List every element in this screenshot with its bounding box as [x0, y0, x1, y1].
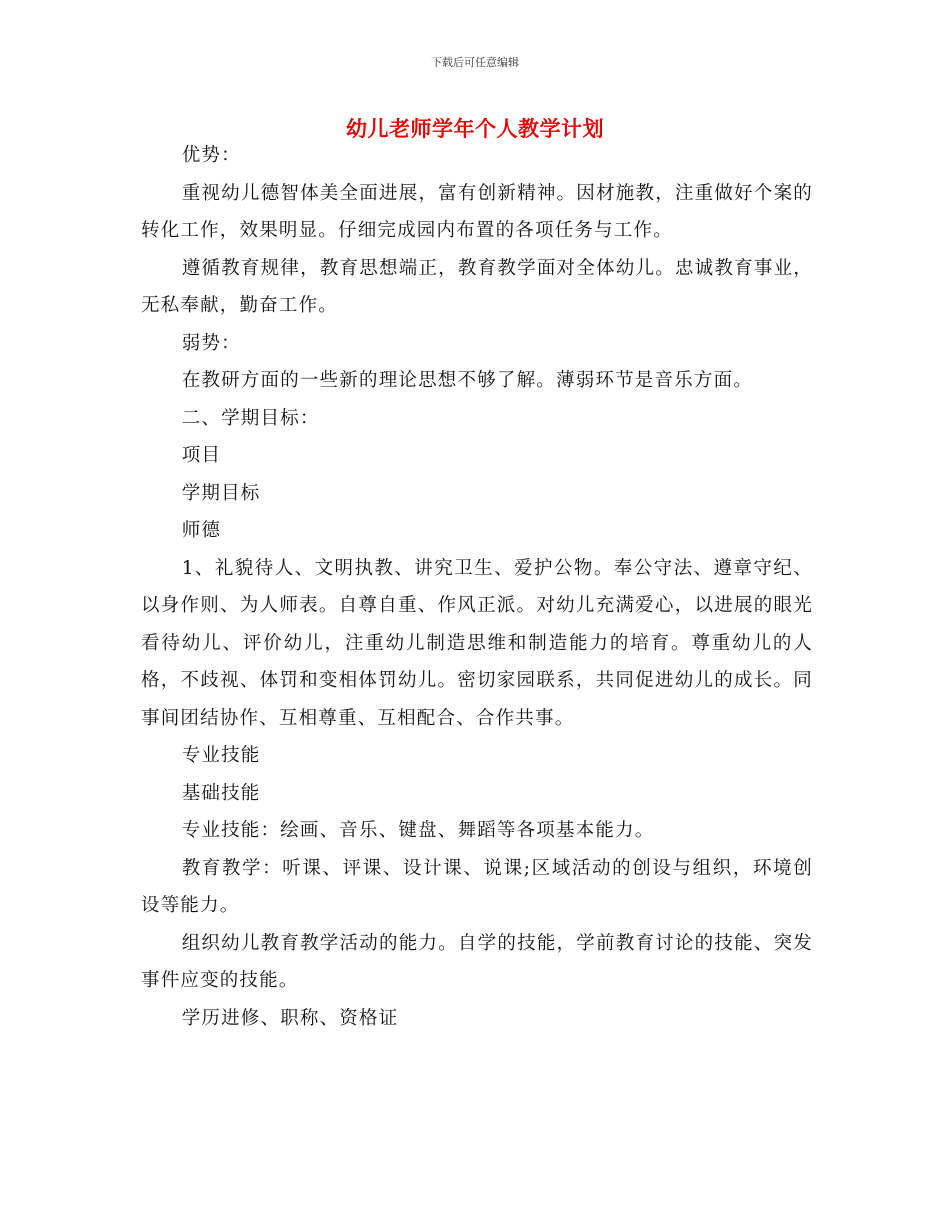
- paragraph-teacher-ethics: 师德: [181, 520, 222, 541]
- paragraph-teaching-detail: 教育教学：听课、评课、设计课、说课;区域活动的创设与组织，环境创设等能力。: [141, 857, 813, 916]
- document-title: 幼儿老师学年个人教学计划: [346, 117, 604, 141]
- paragraph-organization-detail: 组织幼儿教育教学活动的能力。自学的技能，学前教育讨论的技能、突发事件应变的技能。: [141, 932, 813, 991]
- document-body: [141, 137, 813, 1037]
- paragraph-basic-skills: 基础技能: [181, 782, 261, 804]
- paragraph-ethics-detail: 1、礼貌待人、文明执教、讲究卫生、爱护公物。奉公守法、遵章守纪、以身作则、为人师表。自尊自重、作风正派。对幼儿充满爱心，以进展的眼光看待幼儿、评价幼儿，注重幼儿制造思维和制造能力的培育。尊重幼儿的人格，不歧视、体罚和变相体罚幼儿。密切家园联系，共同促进幼儿的成长。同事间团结协作、互相尊重、互相配合、合作共事。: [141, 557, 813, 729]
- paragraph-weaknesses-heading: 弱势：: [181, 332, 241, 354]
- paragraph-education-title: 学历进修、职称、资格证: [181, 1007, 399, 1029]
- paragraph-professional-skills: 专业技能: [181, 745, 261, 766]
- paragraph-strengths-1: 重视幼儿德智体美全面进展，富有创新精神。因材施教，注重做好个案的转化工作，效果明显。仔细完成园内布置的各项任务与工作。: [141, 182, 813, 241]
- section-heading-semester-goals: 二、学期目标：: [181, 407, 320, 429]
- paragraph-semester-goal: 学期目标: [181, 482, 261, 504]
- paragraph-skills-detail: 专业技能：绘画、音乐、键盘、舞蹈等各项基本能力。: [181, 820, 655, 841]
- header-note: 下载后可任意编辑: [431, 56, 519, 69]
- paragraph-weaknesses-1: 在教研方面的一些新的理论思想不够了解。薄弱环节是音乐方面。: [181, 370, 753, 391]
- paragraph-strengths-2: 遵循教育规律，教育思想端正，教育教学面对全体幼儿。忠诚教育事业，无私奉献，勤奋工作。: [141, 257, 813, 316]
- paragraph-strengths-heading: 优势：: [181, 145, 241, 166]
- paragraph-item: 项目: [181, 445, 222, 466]
